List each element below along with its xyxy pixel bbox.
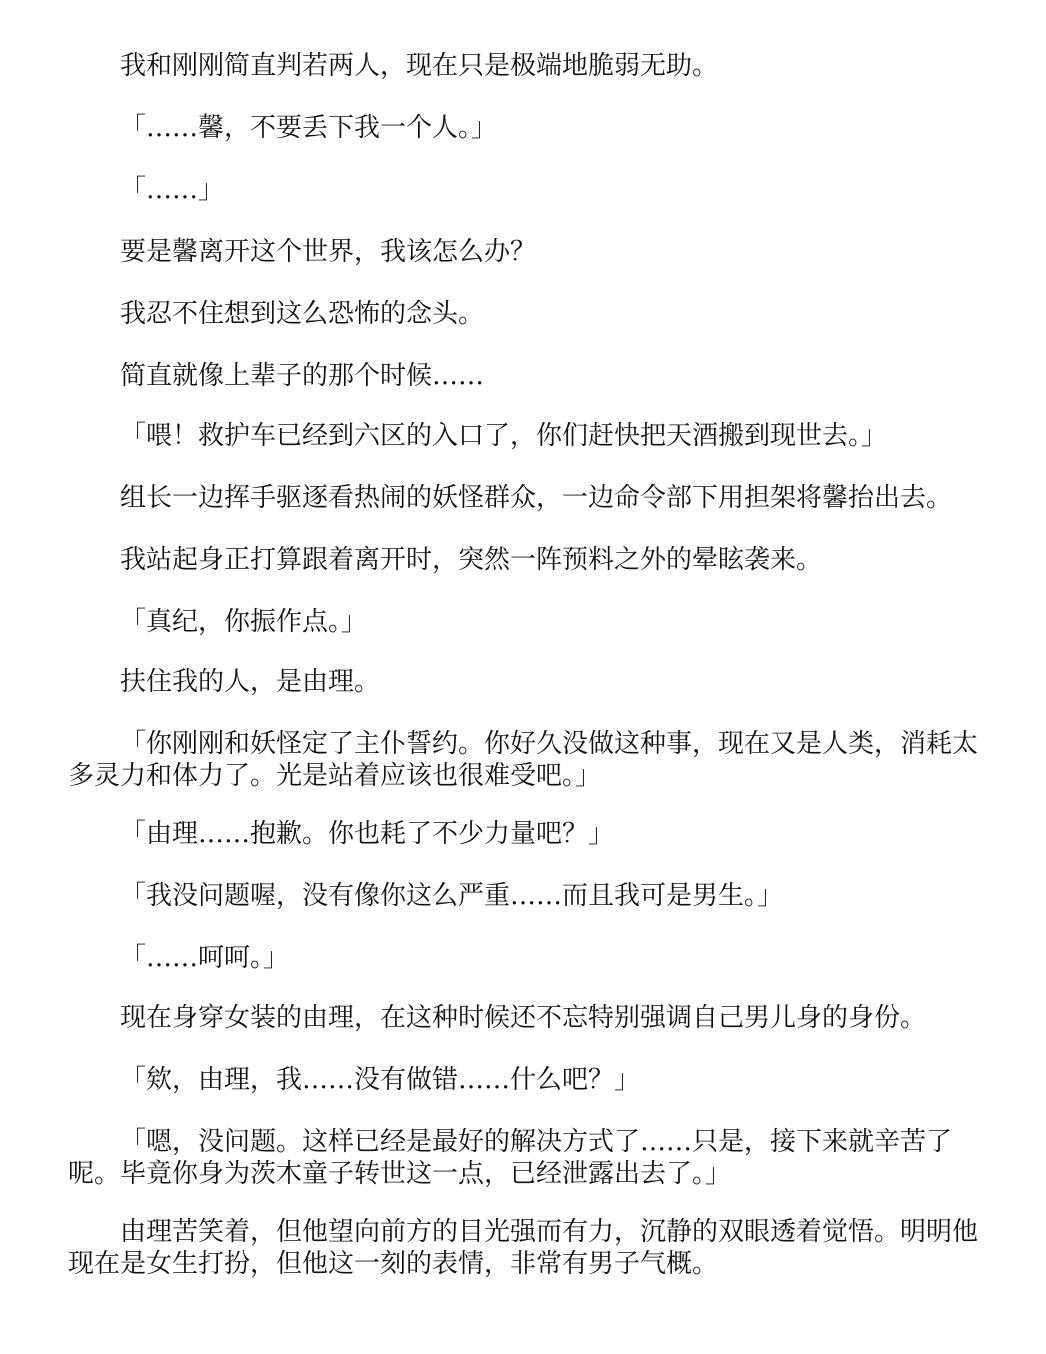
paragraph: 「欸，由理，我……没有做错……什么吧？」 bbox=[120, 1065, 641, 1095]
paragraph: 「喂！救护车已经到六区的入口了，你们赶快把天酒搬到现世去。」 bbox=[120, 421, 888, 451]
paragraph: 我站起身正打算跟着离开时，突然一阵预料之外的晕眩袭来。 bbox=[120, 545, 823, 575]
paragraph: 「……」 bbox=[120, 175, 225, 205]
paragraph: 「……呵呵。」 bbox=[120, 943, 290, 973]
paragraph: 现在身穿女装的由理，在这种时候还不忘特别强调自己男儿身的身份。 bbox=[120, 1003, 927, 1033]
paragraph: 「我没问题喔，没有像你这么严重……而且我可是男生。」 bbox=[120, 881, 784, 911]
paragraph: 要是馨离开这个世界，我该怎么办？ bbox=[120, 237, 537, 267]
paragraph: 组长一边挥手驱逐看热闹的妖怪群众，一边命令部下用担架将馨抬出去。 bbox=[120, 483, 953, 513]
paragraph: 「……馨，不要丢下我一个人。」 bbox=[120, 113, 498, 143]
paragraph: 「你刚刚和妖怪定了主仆誓约。你好久没做这种事，现在又是人类，消耗太多灵力和体力了。光是站着应该也很难受吧。」 bbox=[68, 729, 979, 791]
paragraph: 扶住我的人，是由理。 bbox=[120, 667, 381, 697]
paragraph: 「由理……抱歉。你也耗了不少力量吧？」 bbox=[120, 819, 615, 849]
paragraph: 简直就像上辈子的那个时候…… bbox=[120, 361, 485, 391]
paragraph: 我忍不住想到这么恐怖的念头。 bbox=[120, 299, 485, 329]
paragraph: 「真纪，你振作点。」 bbox=[120, 607, 368, 637]
paragraph: 由理苦笑着，但他望向前方的目光强而有力，沉静的双眼透着觉悟。明明他现在是女生打扮，但他这一刻的表情，非常有男子气概。 bbox=[68, 1217, 979, 1279]
paragraph: 「嗯，没问题。这样已经是最好的解决方式了……只是，接下来就辛苦了呢。毕竟你身为茨木童子转世这一点，已经泄露出去了。」 bbox=[68, 1127, 953, 1189]
paragraph: 我和刚刚简直判若两人，现在只是极端地脆弱无助。 bbox=[120, 51, 719, 81]
